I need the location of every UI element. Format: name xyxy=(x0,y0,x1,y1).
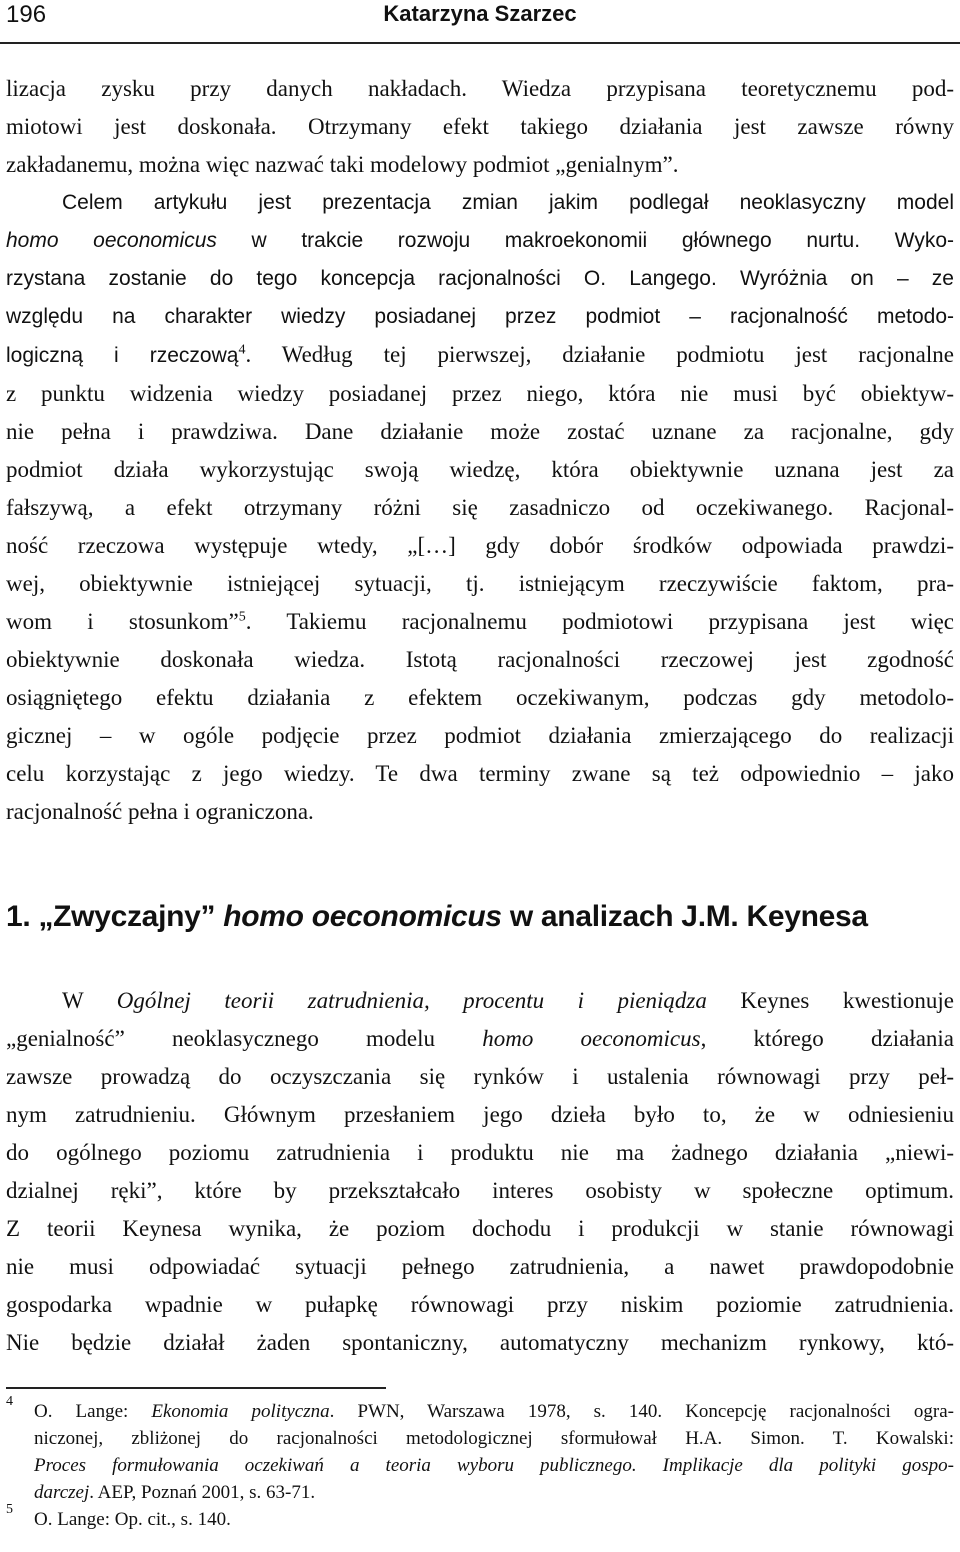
text-line: gicznej – w ogóle podjęcie przez podmiot działania zmierzającego do realizacji xyxy=(6,723,954,748)
footnote-5 xyxy=(6,1502,954,1533)
footnote-line: O. Lange: Op. cit., s. 140. xyxy=(34,1509,231,1530)
text-line: ność rzeczowa występuje wtedy, „[…] gdy dobór środków odpowiada prawdzi- xyxy=(6,533,954,558)
heading-text: 1. „Zwyczajny” xyxy=(6,900,224,933)
text-span: W xyxy=(62,988,117,1013)
footnote-divider xyxy=(6,1387,386,1389)
text-line: Nie będzie działał żaden spontaniczny, automatyczny mechanizm rynkowy, któ- xyxy=(6,1330,954,1355)
text-span: w trakcie rozwoju makroekonomii głównego nurtu. Wyko- xyxy=(216,229,954,252)
text-span: . AEP, Poznań 2001, s. 63-71. xyxy=(89,1482,316,1503)
text-line xyxy=(6,336,954,375)
text-span: Keynes kwestionuje xyxy=(706,988,954,1013)
text-line: obiektywnie doskonała wiedza. Istotą racjonalności rzeczowej jest zgodność xyxy=(6,647,954,672)
text-span: . PWN, Warszawa 1978, s. 140. Koncepcję racjonalności ogra- xyxy=(329,1401,954,1422)
text-line: zakładanemu, można więc nazwać taki modelowy podmiot „genialnym”. xyxy=(6,152,679,177)
text-line: zawsze prowadzą do oczyszczania się rynków i ustalenia równowagi przy peł- xyxy=(6,1064,954,1089)
footnotes xyxy=(6,1394,954,1533)
text-line: podmiot działa wykorzystując swoją wiedzę, która obiektywnie uznana jest za xyxy=(6,457,954,482)
footnote-ref-5[interactable]: 5 xyxy=(238,609,246,625)
text-line: gospodarka wpadnie w pułapkę równowagi przy niskim poziomie zatrudnienia. xyxy=(6,1292,954,1317)
text-line: Celem artykułu jest prezentacja zmian jakim podlegał neoklasyczny model xyxy=(62,191,954,214)
running-header xyxy=(0,0,960,34)
text-line xyxy=(6,982,954,1020)
running-head-author: Katarzyna Szarzec xyxy=(383,1,577,26)
text-line: do ogólnego poziomu zatrudnienia i produktu nie ma żadnego działania „niewi- xyxy=(6,1140,954,1165)
text-span: logiczną i rzeczową xyxy=(6,344,239,367)
footnote-4 xyxy=(6,1394,954,1506)
footnote-line xyxy=(34,1398,954,1425)
text-line: celu korzystając z jego wiedzy. Te dwa terminy zwane są też odpowiednio – jako xyxy=(6,761,954,786)
text-line xyxy=(6,603,954,641)
text-line: osiągniętego efektu działania z efektem oczekiwanym, podczas gdy metodolo- xyxy=(6,685,954,710)
footnote-line: niczonej, zbliżonej do racjonalności metodologicznej sformułował H.A. Simon. T. Kowalski: xyxy=(34,1428,954,1449)
footnote-line xyxy=(34,1452,954,1479)
text-line xyxy=(6,222,954,260)
paragraph-article-aim xyxy=(6,184,954,336)
book-title: Proces formułowania oczekiwań a teoria wyboru publicznego. Implikacje dla polityki gospo- xyxy=(34,1455,954,1476)
text-line: nym zatrudnieniu. Głównym przesłaniem jego dzieła było to, że w odniesieniu xyxy=(6,1102,954,1127)
section-intro-text xyxy=(6,70,954,831)
book-title: darczej xyxy=(34,1482,90,1503)
text-line: z punktu widzenia wiedzy posiadanej przez niego, która nie musi być obiektyw- xyxy=(6,381,954,406)
text-line: dzialnej ręki”, które by przekształcało interes osobisty w społeczne optimum. xyxy=(6,1178,954,1203)
footnote-line xyxy=(34,1479,954,1506)
footnote-ref-4[interactable]: 4 xyxy=(238,342,246,358)
text-span: . Takiemu racjonalnemu podmiotowi przypisana jest więc xyxy=(245,609,954,634)
term-italic: homo oeconomicus xyxy=(482,1026,701,1051)
text-line: rzystana zostanie do tego koncepcja racjonalności O. Langego. Wyróżnia on – ze xyxy=(6,267,954,290)
text-span: „genialność” neoklasycznego modelu xyxy=(6,1026,483,1051)
text-line: fałszywą, a efekt otrzymany różni się zasadniczo od oczekiwanego. Racjonal- xyxy=(6,495,954,520)
text-line: nie musi odpowiadać sytuacji pełnego zatrudnienia, a nawet prawdopodobnie xyxy=(6,1254,954,1279)
text-span: O. Lange: xyxy=(34,1401,152,1422)
text-line: względu na charakter wiedzy posiadanej przez podmiot – racjonalność metodo- xyxy=(6,305,954,328)
text-line xyxy=(6,1020,954,1058)
heading-text: w analizach J.M. Keynesa xyxy=(501,900,868,933)
text-span: . Według tej pierwszej, działanie podmiotu jest racjonalne xyxy=(245,342,954,367)
footnote-number: 5 xyxy=(6,1502,13,1517)
paragraph-rationality xyxy=(6,336,954,831)
section-keynes-text xyxy=(6,982,954,1362)
footnote-number: 4 xyxy=(6,1394,13,1409)
heading-italic-term: homo oeconomicus xyxy=(223,900,502,933)
text-line: wej, obiektywnie istniejącej sytuacji, tj. istniejącym rzeczywiście faktom, pra- xyxy=(6,571,954,596)
text-line: racjonalność pełna i ograniczona. xyxy=(6,799,314,824)
section-heading xyxy=(6,900,954,934)
book-title: Ogólnej teorii zatrudnienia, procentu i pieniądza xyxy=(116,988,707,1013)
text-span: , którego działania xyxy=(700,1026,955,1051)
page-number: 196 xyxy=(6,1,47,28)
term-italic: homo oeconomicus xyxy=(6,229,217,252)
text-line: Z teorii Keynesa wynika, że poziom dochodu i produkcji w stanie równowagi xyxy=(6,1216,954,1241)
book-title: Ekonomia polityczna xyxy=(151,1401,330,1422)
text-line: miotowi jest doskonała. Otrzymany efekt takiego działania jest zawsze równy xyxy=(6,114,954,139)
header-divider xyxy=(0,42,960,44)
text-span: wom i stosunkom” xyxy=(6,609,239,634)
text-line: lizacja zysku przy danych nakładach. Wiedza przypisana teoretycznemu pod- xyxy=(6,76,954,101)
text-line: nie pełna i prawdziwa. Dane działanie może zostać uznane za racjonalne, gdy xyxy=(6,419,954,444)
